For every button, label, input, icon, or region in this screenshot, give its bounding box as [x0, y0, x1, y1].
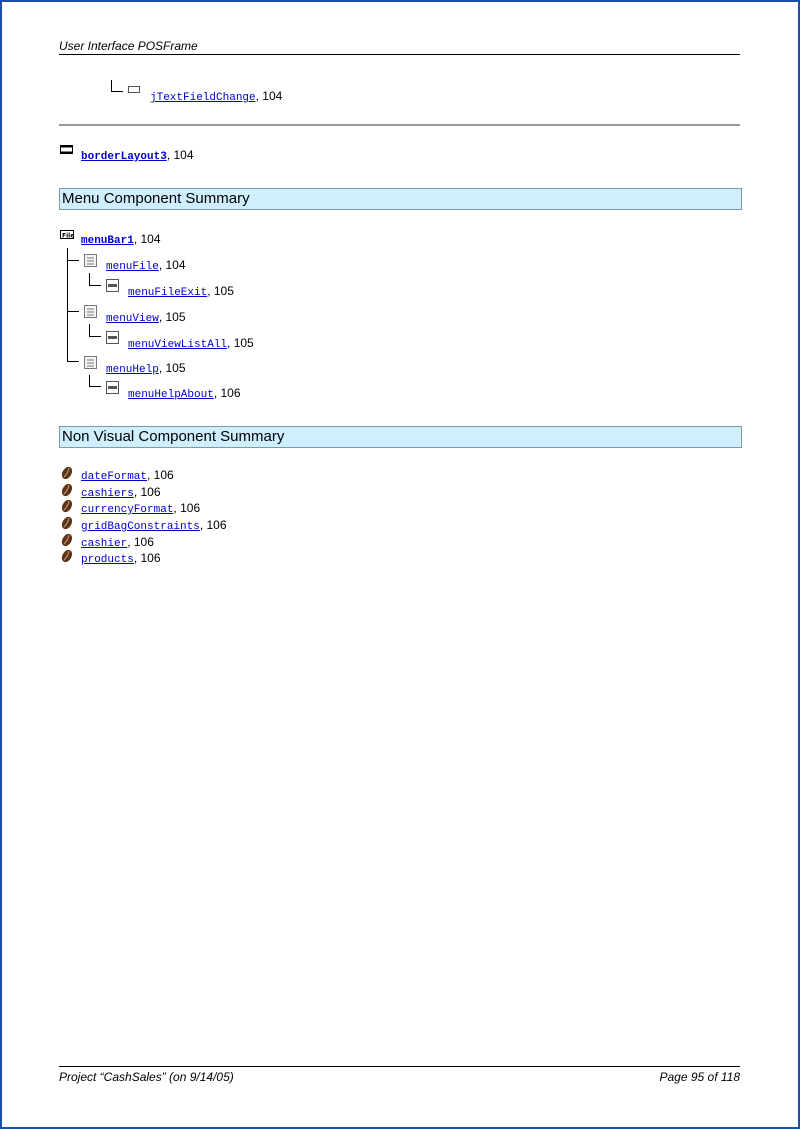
list-item: dateFormat, 106	[81, 468, 174, 483]
component-link[interactable]: menuView	[106, 313, 159, 325]
list-item: gridBagConstraints, 106	[81, 518, 227, 533]
menu-icon	[84, 254, 98, 268]
component-link[interactable]: menuViewListAll	[128, 339, 228, 351]
header-title: User Interface POSFrame	[59, 39, 198, 53]
tree-item: menuFile, 104	[106, 258, 186, 273]
tree-line	[67, 311, 79, 312]
component-link[interactable]: gridBagConstraints	[81, 521, 200, 533]
list-item: cashier, 106	[81, 535, 154, 550]
component-link[interactable]: menuBar1	[81, 235, 134, 247]
component-link[interactable]: jTextFieldChange	[150, 92, 256, 104]
menu-icon	[84, 305, 98, 319]
tree-item: menuHelpAbout, 106	[128, 386, 241, 401]
java-bean-icon	[60, 499, 74, 513]
java-bean-icon	[60, 466, 74, 480]
tree-item: menuFileExit, 105	[128, 284, 234, 299]
list-item: jTextFieldChange, 104	[150, 89, 283, 104]
component-link[interactable]: menuFileExit	[128, 287, 208, 299]
tree-item: menuViewListAll, 105	[128, 336, 254, 351]
tree-line	[111, 91, 123, 92]
tree-line	[67, 260, 79, 261]
list-item: borderLayout3, 104	[81, 148, 194, 163]
component-link[interactable]: products	[81, 554, 134, 566]
menu-item-icon	[106, 279, 120, 293]
component-link[interactable]: dateFormat	[81, 471, 148, 483]
tree-line	[89, 386, 101, 387]
menubar-file-icon	[60, 230, 75, 240]
footer-project: Project “CashSales” (on 9/14/05)	[59, 1070, 234, 1084]
menu-icon	[84, 356, 98, 370]
component-link[interactable]: menuHelpAbout	[128, 389, 214, 401]
page-footer	[59, 1066, 740, 1084]
component-link[interactable]: cashier	[81, 538, 128, 550]
component-link[interactable]: borderLayout3	[81, 151, 167, 163]
java-bean-icon	[60, 533, 74, 547]
java-bean-icon	[60, 483, 74, 497]
tree-line	[89, 336, 101, 337]
menu-item-icon	[106, 381, 120, 395]
component-link[interactable]: cashiers	[81, 488, 134, 500]
java-bean-icon	[60, 516, 74, 530]
tree-line	[89, 285, 101, 286]
list-item: currencyFormat, 106	[81, 501, 201, 516]
component-link[interactable]: menuHelp	[106, 364, 159, 376]
section-heading: Non Visual Component Summary	[59, 426, 742, 448]
page-header	[59, 39, 740, 55]
tree-item: menuView, 105	[106, 310, 186, 325]
section-heading: Menu Component Summary	[59, 188, 742, 210]
list-item: products, 106	[81, 551, 161, 566]
list-item: cashiers, 106	[81, 485, 161, 500]
text-field-icon	[128, 86, 141, 94]
component-link[interactable]: currencyFormat	[81, 504, 174, 516]
border-layout-icon	[60, 145, 74, 155]
svg-text:File: File	[62, 232, 75, 240]
java-bean-icon	[60, 549, 74, 563]
tree-line	[67, 361, 79, 362]
menu-item-icon	[106, 331, 120, 345]
tree-root: menuBar1, 104	[81, 232, 161, 247]
tree-item: menuHelp, 105	[106, 361, 186, 376]
tree-line	[67, 248, 68, 361]
component-link[interactable]: menuFile	[106, 261, 159, 273]
footer-page-number: Page 95 of 118	[659, 1070, 740, 1084]
divider	[59, 124, 740, 126]
